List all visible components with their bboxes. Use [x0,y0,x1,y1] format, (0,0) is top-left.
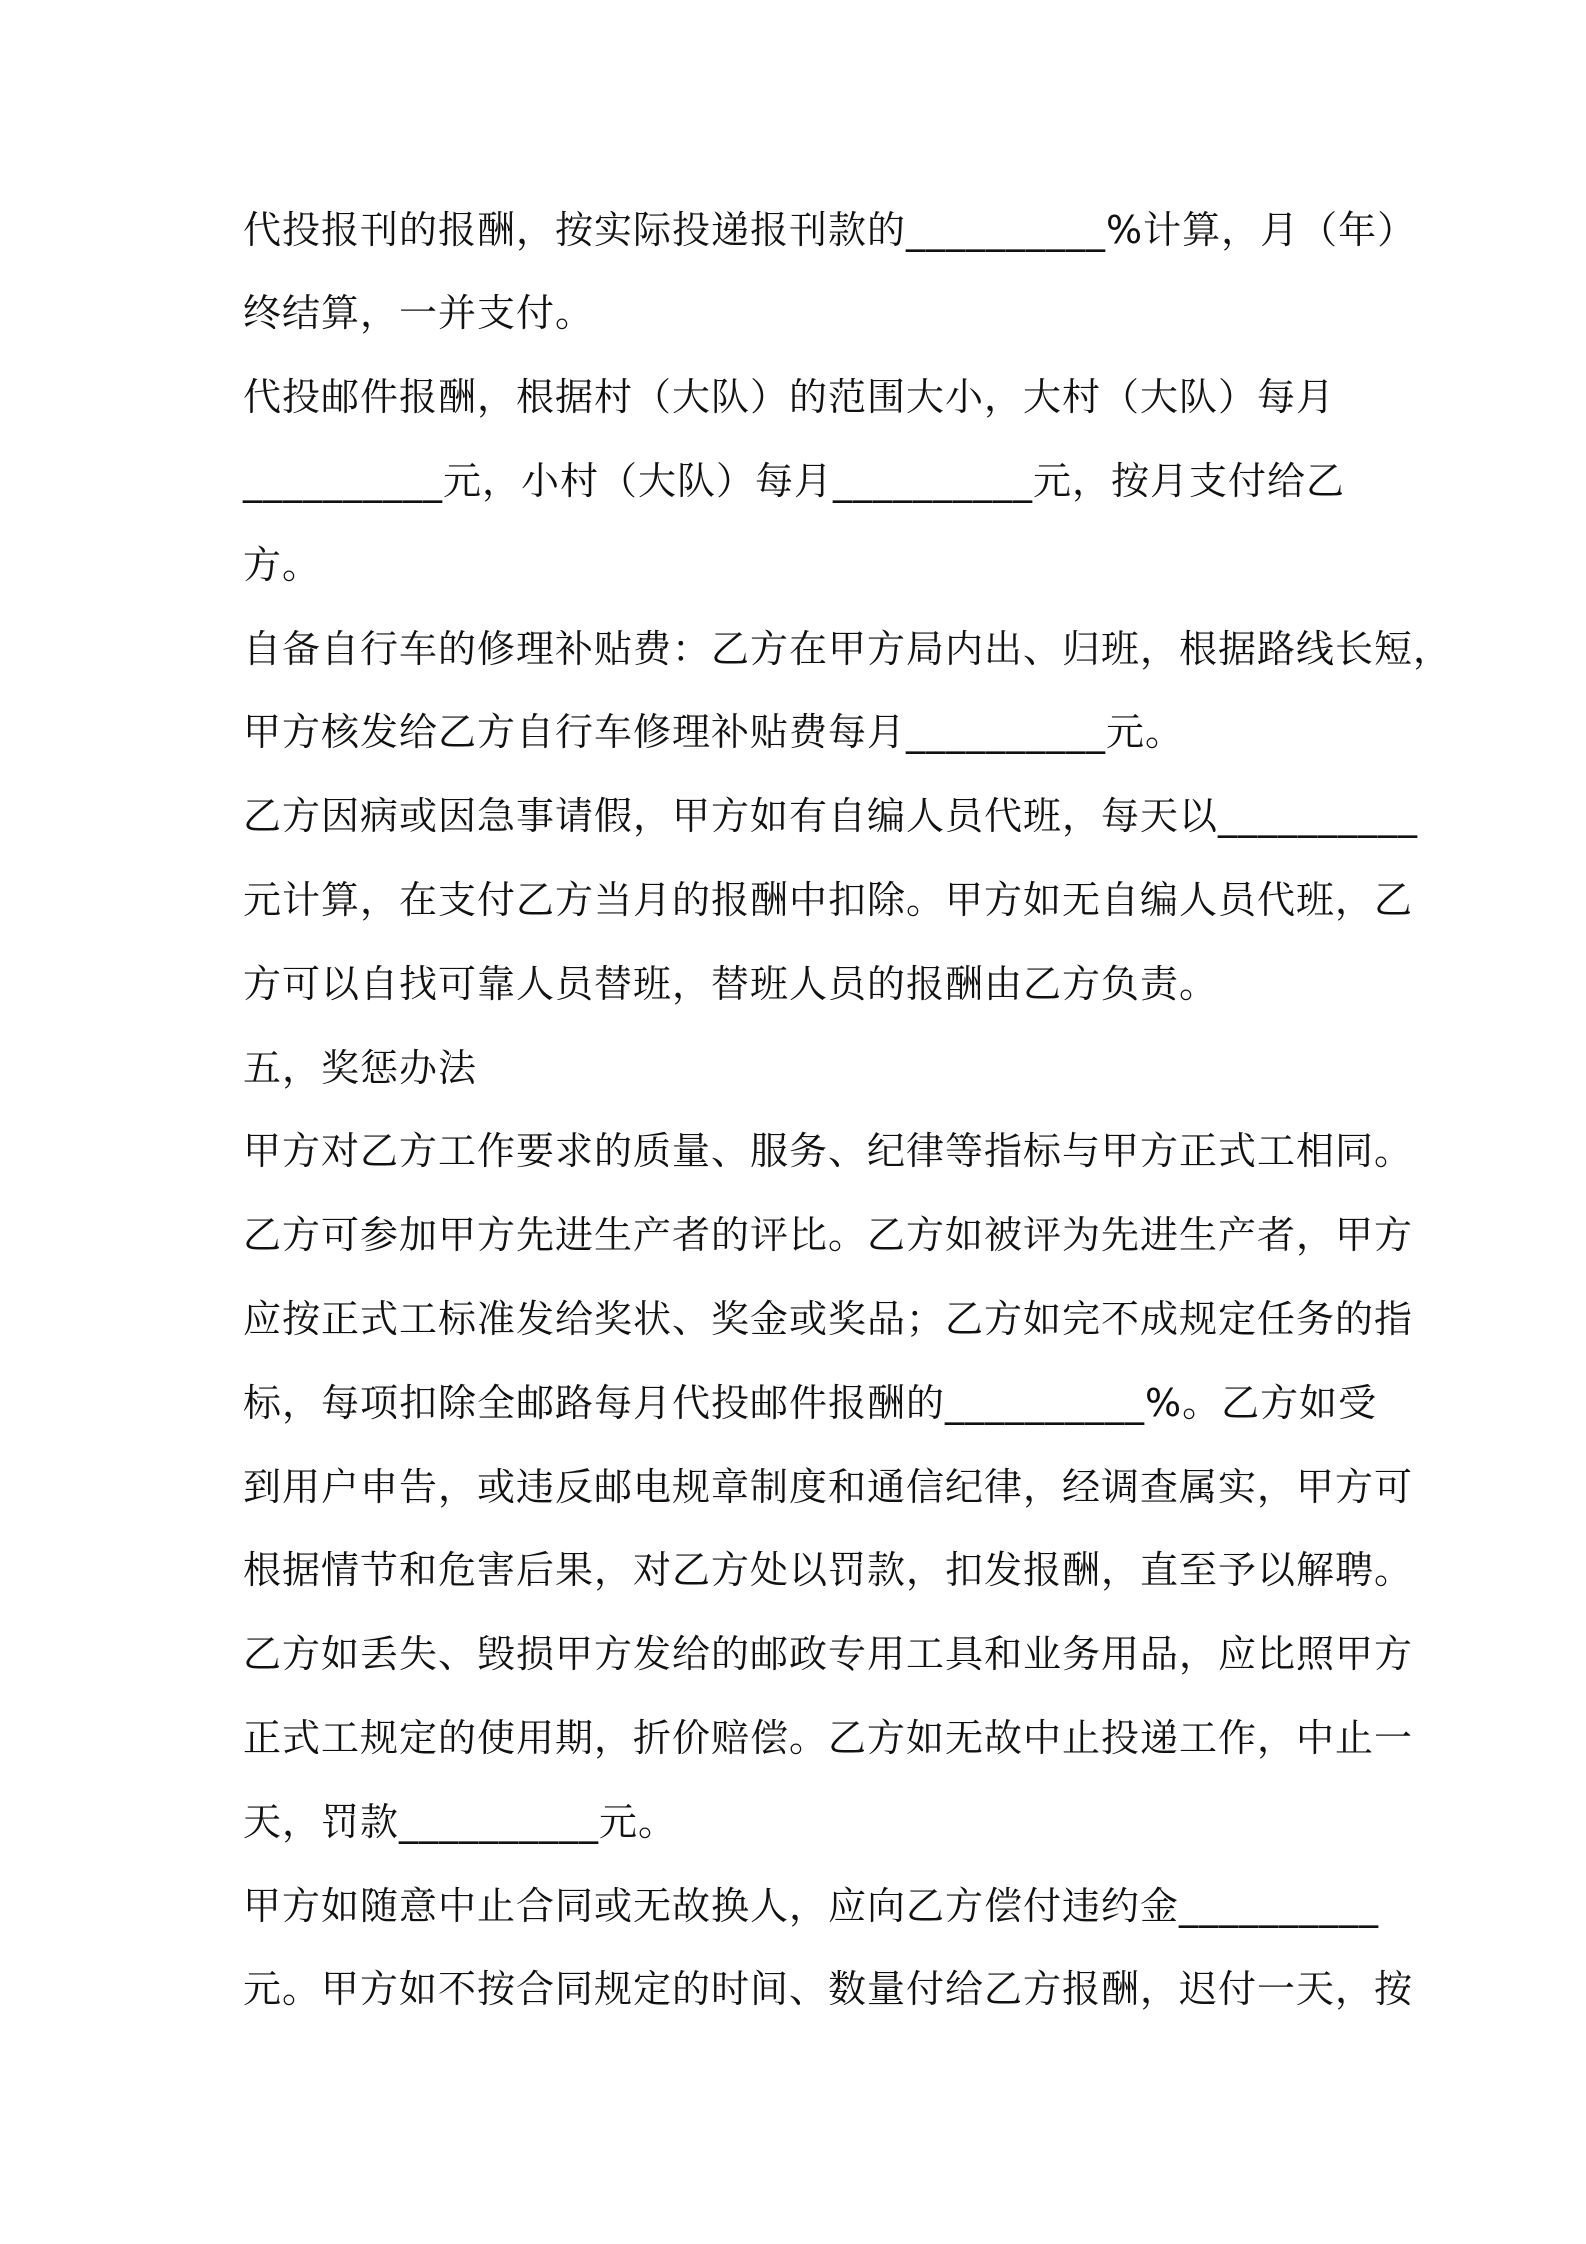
text-line: 应按正式工标准发给奖状、奖金或奖品；乙方如完不成规定任务的指 [243,1297,1414,1341]
text-line: 自备自行车的修理补贴费：乙方在甲方局内出、归班，根据路线长短， [243,627,1453,671]
text-line: 乙方可参加甲方先进生产者的评比。乙方如被评为先进生产者，甲方 [243,1213,1414,1257]
text-line: 标，每项扣除全邮路每月代投邮件报酬的__________%。乙方如受 [243,1381,1378,1425]
text-line: 乙方因病或因急事请假，甲方如有自编人员代班，每天以__________ [243,794,1419,838]
text-line: 乙方如丢失、毁损甲方发给的邮政专用工具和业务用品，应比照甲方 [243,1632,1414,1676]
text-line: 甲方核发给乙方自行车修理补贴费每月__________元。 [243,710,1185,754]
text-line: 终结算，一并支付。 [243,291,595,335]
text-line: 正式工规定的使用期，折价赔偿。乙方如无故中止投递工作，中止一 [243,1716,1414,1760]
text-line: 元计算，在支付乙方当月的报酬中扣除。甲方如无自编人员代班，乙 [243,878,1414,922]
text-line: 根据情节和危害后果，对乙方处以罚款，扣发报酬，直至予以解聘。 [243,1548,1414,1592]
text-line: __________元，小村（大队）每月__________元，按月支付给乙 [243,459,1346,503]
text-line: 天，罚款__________元。 [243,1800,678,1844]
text-line: 元。甲方如不按合同规定的时间、数量付给乙方报酬，迟付一天，按 [243,1967,1414,2011]
text-line: 代投报刊的报酬，按实际投递报刊款的__________%计算，月（年） [243,208,1417,252]
text-line: 方。 [243,543,322,587]
text-line: 甲方如随意中止合同或无故换人，应向乙方偿付违约金__________ [243,1884,1380,1928]
text-line: 到用户申告，或违反邮电规章制度和通信纪律，经调查属实，甲方可 [243,1465,1414,1509]
text-line: 甲方对乙方工作要求的质量、服务、纪律等指标与甲方正式工相同。 [243,1129,1414,1173]
text-line: 方可以自找可靠人员替班，替班人员的报酬由乙方负责。 [243,962,1219,1006]
text-line: 代投邮件报酬，根据村（大队）的范围大小，大村（大队）每月 [243,375,1336,419]
section-heading: 五，奖惩办法 [243,1046,478,1090]
